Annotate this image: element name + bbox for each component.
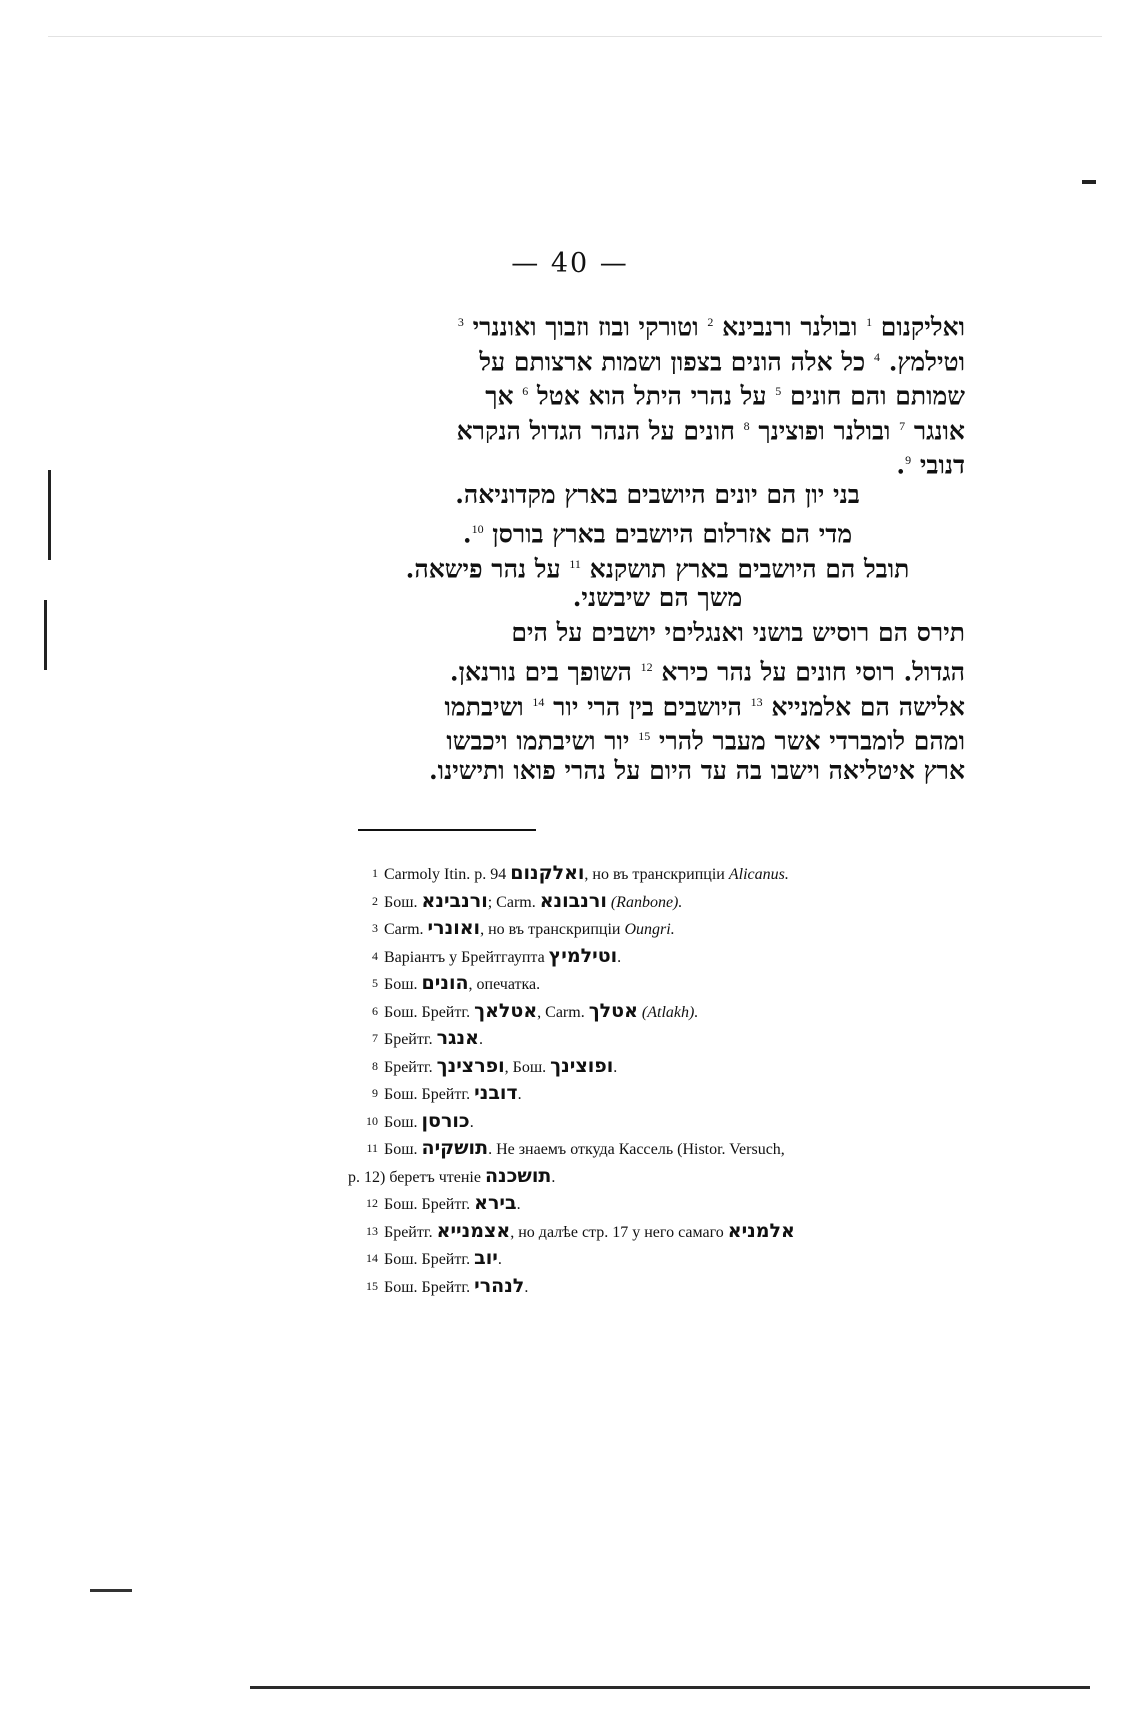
hebrew-line-lombardi: ומהם לומברדי אשר מעבר להרי $^{15}$ יור ושיבתמו ויכבשו <box>446 726 965 754</box>
hebrew-paragraph-tubal: תובל הם היושבים בארץ תושקנא $^{11}$ על נהר פישאה. <box>405 553 910 581</box>
footnote-14: 14 Бош. Брейтг. יוב. <box>366 1247 502 1269</box>
hebrew-paragraph-madai: מדי הם אזרלום היושבים בארץ בורסן $^{10}$. <box>462 519 853 547</box>
scan-speck <box>1082 180 1096 184</box>
hebrew-line-elishah: אלישה הם אלמנייא $^{13}$ היושבים בין הרי יור $^{14}$ ושיבתמו <box>444 691 965 719</box>
hebrew-line-rusi: הגדול. רוסי חונים על נהר כירא $^{12}$ השופך בים נורנאן. <box>449 657 965 685</box>
binding-shadow-mark <box>44 600 47 670</box>
hebrew-paragraph-meshech: משך הם שיבשני. <box>572 583 743 612</box>
footnote-1: 1 Carmoly Itin. p. 94 ואלקנום, но въ транскрипціи Alicanus. <box>372 862 789 884</box>
footnote-separator <box>358 829 536 831</box>
footnote-6: 6 Бош. Брейтг. אטלאך, Carm. אטלך (Atlakh). <box>372 999 699 1022</box>
scan-edge-bottom <box>250 1686 1090 1689</box>
footnotes <box>348 860 970 1300</box>
footnote-2: 2 Бош. ורנבינא; Carm. ורנבונא (Ranbone). <box>372 889 683 912</box>
footnote-5: 5 Бош. הונים, опечатка. <box>372 972 541 994</box>
hebrew-line-tiras: תירס הם רוסיש בושני ואנגליםי יושבים על הים <box>511 617 965 647</box>
footnote-11-continued: p. 12) беретъ чтеніе תושכנה. <box>348 1164 556 1187</box>
hebrew-line-1: ואליקנום $^1$ ובולנר ורנבינא $^2$ וטורקי ובוז וזבוך ואוננרי $^3$ <box>457 312 965 340</box>
binding-shadow-mark <box>48 470 51 560</box>
footnote-15: 15 Бош. Брейтг. לנהרי. <box>366 1274 529 1297</box>
footnote-13: 13 Брейтг. אצמנייא, но далѣе стр. 17 у него самаго אלמניא <box>366 1219 795 1242</box>
footnote-11: 11 Бош. תושקיה. Не знаемъ откуда Кассель (Histor. Versuch, <box>366 1137 785 1159</box>
hebrew-paragraph-javan: בני יון הם יונים היושבים בארץ מקדוניאה. <box>455 479 860 509</box>
hebrew-line-2: וטילמץ. $^4$ כל אלה הונים בצפון ושמות ארצותם על <box>479 346 965 374</box>
hebrew-text-block <box>350 305 965 788</box>
hebrew-line-italia: ארץ איטליאה וישבו בה עד היום על נהרי פואו ותישינו. <box>428 755 965 785</box>
hebrew-line-5: דנובי $^9$. <box>896 450 965 478</box>
footnote-8: 8 Брейтг. ופרצינך, Бош. ופוצינך. <box>372 1054 618 1077</box>
hebrew-line-4: אונגר $^7$ ובולנר ופוצינך $^8$ חונים על הנהר הגדול הנקרא <box>456 415 965 443</box>
footnote-9: 9 Бош. Брейтг. דובני. <box>372 1082 522 1104</box>
footnote-7: 7 Брейтг. אנגר. <box>372 1027 483 1049</box>
footnote-12: 12 Бош. Брейтг. בירא. <box>366 1192 521 1214</box>
hebrew-line-3: שמותם והם חונים $^5$ על נהרי היתל הוא אטל $^6$ אך <box>485 381 965 409</box>
page-number: — 40 — <box>511 248 629 279</box>
footnote-3: 3 Carm. ואונרי, но въ транскрипціи Oungri. <box>372 917 675 939</box>
scan-edge-top <box>48 36 1102 37</box>
scan-edge-left <box>90 1589 132 1592</box>
footnote-10: 10 Бош. כורסן. <box>366 1109 474 1132</box>
footnote-4: 4 Варіантъ у Брейтгаупта וטילמיץ. <box>372 944 622 967</box>
